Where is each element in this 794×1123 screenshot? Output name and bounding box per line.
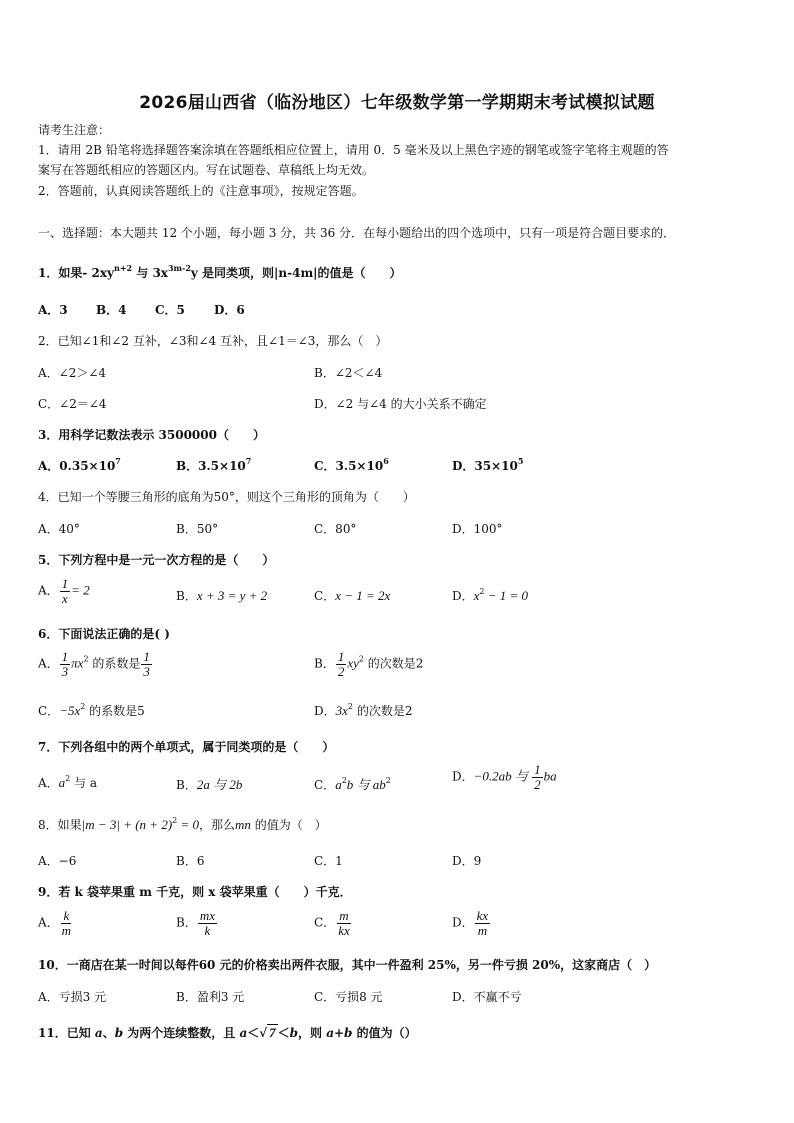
q5-option-d[interactable]: D．$x^2 - 1 = 0$ (452, 587, 529, 603)
q2-option-d[interactable]: D．∠2 与∠4 的大小关系不确定 (314, 397, 487, 411)
question-10: 10．一商店在某一时间以每件60 元的价格卖出两件衣服，其中一件盈利 25%，另一件亏损 20%，这家商店（ ） (38, 958, 657, 972)
notice-line-1: 1．请用 2B 铅笔将选择题答案涂填在答题纸相应位置上，请用 0．5 毫米及以上黑色字迹的钢笔或签字笔将主观题的答 (38, 143, 669, 157)
q4-option-d[interactable]: D．100° (452, 522, 503, 536)
q4-option-a[interactable]: A．40° (38, 522, 80, 536)
q3-option-d[interactable]: D．$35\times 10^5$ (452, 456, 524, 473)
question-9: 9．若 k 袋苹果重 m 千克，则 x 袋苹果重（ ）千克． (38, 885, 352, 899)
notice-line-2: 案写在答题纸相应的答题区内。写在试题卷、草稿纸上均无效。 (38, 163, 375, 177)
page-title: 2026届山西省（临汾地区）七年级数学第一学期期末考试模拟试题 (139, 93, 655, 113)
question-2: 2．已知∠1和∠2 互补，∠3和∠4 互补，且∠1＝∠3，那么（ ） (38, 334, 388, 348)
question-3: 3．用科学记数法表示 3500000（ ） (38, 428, 265, 442)
q8-option-b[interactable]: B．6 (176, 854, 205, 868)
q6-option-d[interactable]: D．$3x^2$ 的次数是2 (314, 702, 413, 718)
q5-option-c[interactable]: C．x − 1 = 2x (314, 588, 391, 603)
q9-option-a[interactable]: A． $\frac{k}{m}$ (38, 908, 72, 938)
q1-option-d[interactable]: D．6 (214, 303, 245, 317)
q8-option-c[interactable]: C．1 (314, 854, 343, 868)
q6-option-a[interactable]: A． $\frac{1}{3}$ $\pi x^2$ 的系数是 $\frac{1}{3}$ (38, 649, 150, 679)
question-1: 1．如果- $2xy^{n+2}$ 与 $3x^{3m-2}y$ 是同类项，则|n-4m|的值是（ ） (38, 263, 402, 280)
q2-option-a[interactable]: A．∠2＞∠4 (38, 366, 107, 380)
q3-option-a[interactable]: A．$0.35\times 10^7$ (38, 456, 121, 473)
q8-option-a[interactable]: A．−6 (38, 854, 77, 868)
q10-option-d[interactable]: D．不赢不亏 (452, 990, 522, 1004)
q2-option-b[interactable]: B．∠2＜∠4 (314, 366, 383, 380)
q4-option-b[interactable]: B．50° (176, 522, 219, 536)
q9-option-d[interactable]: D． $\frac{kx}{m}$ (452, 908, 489, 938)
q5-option-a[interactable]: A． $\frac{1}{x}$ = 2 (38, 576, 90, 606)
question-6: 6．下面说法正确的是( ) (38, 627, 170, 641)
sqrt-icon: √ (259, 1026, 268, 1040)
q1-option-a[interactable]: A．3 (38, 303, 68, 317)
q2-option-c[interactable]: C．∠2＝∠4 (38, 397, 107, 411)
q4-option-c[interactable]: C．80° (314, 522, 357, 536)
q7-option-d[interactable]: D．−0.2ab 与 $\frac{1}{2}$ ba (452, 762, 557, 792)
q9-option-c[interactable]: C． $\frac{m}{kx}$ (314, 908, 350, 938)
q8-option-d[interactable]: D．9 (452, 854, 482, 868)
q5-option-b[interactable]: B．x + 3 = y + 2 (176, 588, 268, 603)
q3-option-b[interactable]: B．$3.5\times 10^7$ (176, 456, 252, 473)
section-heading: 一、选择题：本大题共 12 个小题，每小题 3 分，共 36 分．在每小题给出的四个选项中，只有一项是符合题目要求的． (38, 226, 676, 240)
question-8: 8．如果$|m - 3| + (n + 2)^2 = 0$，那么mn 的值为（ ） (38, 816, 327, 832)
q6-option-c[interactable]: C．$-5x^2$ 的系数是5 (38, 702, 145, 718)
notice-line-3: 2．答题前，认真阅读答题纸上的《注意事项》，按规定答题。 (38, 184, 364, 198)
q1-option-b[interactable]: B．4 (96, 303, 127, 317)
q10-option-c[interactable]: C．亏损8 元 (314, 990, 383, 1004)
q7-option-a[interactable]: A．$a^2$ 与 a (38, 774, 98, 790)
q6-option-b[interactable]: B． $\frac{1}{2}$ $xy^2$ 的次数是2 (314, 649, 424, 679)
question-11: 11．已知 a、b 为两个连续整数，且 a＜√ 7 ＜b，则 a+b 的值为（） (38, 1025, 417, 1040)
q1-option-c[interactable]: C．5 (155, 303, 185, 317)
question-5: 5．下列方程中是一元一次方程的是（ ） (38, 553, 275, 567)
q3-option-c[interactable]: C．$3.5\times 10^6$ (314, 456, 389, 473)
question-7: 7．下列各组中的两个单项式，属于同类项的是（ ） (38, 740, 335, 754)
notice-heading: 请考生注意： (38, 123, 111, 137)
q10-option-a[interactable]: A．亏损3 元 (38, 990, 107, 1004)
q7-option-c[interactable]: C．$a^2b$ 与 $ab^2$ (314, 776, 391, 792)
q9-option-b[interactable]: B． $\frac{mx}{k}$ (176, 908, 215, 938)
q7-option-b[interactable]: B．2a 与 2b (176, 777, 243, 792)
question-4: 4．已知一个等腰三角形的底角为50°，则这个三角形的顶角为（ ） (38, 490, 415, 504)
q10-option-b[interactable]: B．盈利3 元 (176, 990, 245, 1004)
